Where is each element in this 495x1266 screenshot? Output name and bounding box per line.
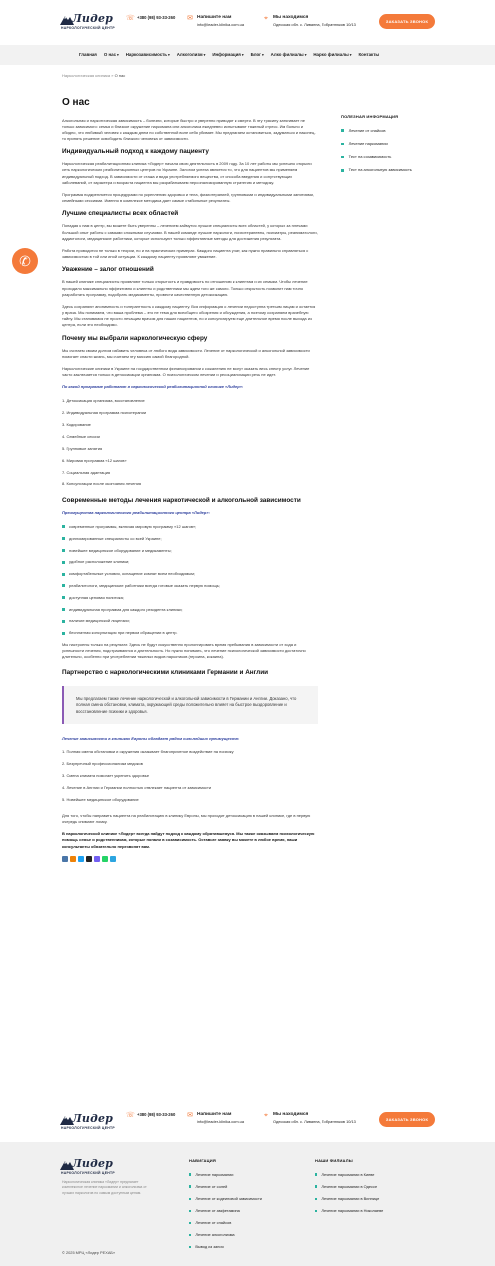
header-location [262, 15, 356, 28]
floating-call-button[interactable] [12, 248, 38, 274]
footer-description: Наркологическая клиника «Лидер» предлагает комплексное лечение наркомании и алкоголизма от лучших наркологов по самым доступным ценам. [62, 1180, 147, 1195]
list-item: 5. Групповые занятия [62, 445, 103, 451]
sidebar-item[interactable] [341, 167, 441, 173]
paragraph: Программа подкрепляется процедурами по укреплению здоровья и тела, физиотерапией, групповыми и индивидуальными занятиями, семейными сессиями. Именно в комплексе методика дает самые стабильные результаты. [62, 192, 314, 204]
list-item-text: новейшее медицинское оборудование и медикаменты; [69, 547, 172, 553]
order-call-button[interactable]: ЗАКАЗАТЬ ЗВОНОК [379, 1112, 435, 1127]
paragraph: Попадая к нам в центр, вы можете быть уверенны – лечением займутся лучшие специалисты всех областей, у которых за плечами большой опыт работы с самыми сложными случаями. В нашей команде лучшие наркологи, психотерапевты, психиатры, реаниматологи, аддиктологи, медицинские работники, которые используют только эффективные методы для достижения результата. [62, 223, 318, 241]
email-link[interactable]: info@leader-klinika.com.ua [197, 21, 244, 27]
list-item: 1. Детоксикация организма, восстановление [62, 398, 145, 404]
bullet-square-icon [315, 1198, 317, 1200]
list-item-text: современные программы, включая мировую программу «12 шагов»; [69, 524, 197, 529]
share-button-icon[interactable] [78, 856, 84, 862]
list-item [62, 618, 318, 624]
sidebar-item[interactable] [341, 128, 441, 134]
list-item [62, 607, 318, 613]
sidebar-item-label: Тест на алкогольную зависимость [348, 167, 412, 173]
paragraph: Работа проводится не только в теории, но и на практических примерах. Каждого пациента учат, как нужно правильно справляться с зависимостью в той или иной ситуации. К каждому пациенту проявляют уважение. [62, 247, 309, 260]
nav-item-label: Нарко филиалы [313, 51, 349, 57]
footer-nav-label: Лечение от кодеиновой зависимости [195, 1195, 262, 1201]
nav-item-7[interactable] [313, 52, 351, 58]
sidebar-item[interactable] [341, 154, 441, 160]
list-item-text: реабилитологи, медицинские работники всегда готовые оказать первую помощь; [69, 582, 220, 588]
list-item: 3. Кодирование [62, 421, 91, 427]
bullet-square-icon [62, 632, 65, 635]
breadcrumb-current: О нас [114, 73, 126, 78]
footer-branch-label: Лечение наркомании в Одессе [321, 1183, 378, 1189]
footer-branch-link[interactable] [315, 1172, 383, 1178]
paragraph: Мы считаем своим долгом избавить человека от любого вида зависимости. Лечение от наркологической и алкогольной зависимости помогает спасти жизнь, мы считаем эту миссию самой благородной. [62, 347, 310, 359]
list-item [62, 595, 318, 601]
footer-nav [189, 1158, 262, 1256]
location-label: Мы находимся [273, 1112, 309, 1117]
share-button-icon[interactable] [86, 856, 92, 862]
list-item-text: бесплатная консультация при первом обращении в центр. [69, 630, 178, 636]
chevron-down-icon: ▾ [241, 52, 244, 57]
intro-paragraph: Алкогольная и наркотическая зависимость – болезни, которые быстро и уверенно приводят к смерти. В эту трясину затягивает не только зависимого: семья и близкое окружение наркомана или алкоголика ежедневно испытывают тяжелый стресс. Им больно и обидно, что любимый человек с каждым днем по собственной воле себя убивает. Мы предлагаем остановиться, задуматься и наконец-то принять решение освободить близкого человека от зависимости. [62, 117, 316, 142]
bullet-square-icon [189, 1185, 191, 1187]
breadcrumb-home[interactable]: Наркологическая клиника [62, 73, 111, 78]
list-item: 5. Новейшее медицинское оборудование [62, 797, 139, 803]
heading-specialists: Лучшие специалисты всех областей [62, 210, 179, 218]
list-item [62, 559, 318, 565]
share-button-icon[interactable] [70, 856, 76, 862]
bullet-square-icon [341, 129, 344, 132]
footer-nav-link[interactable] [189, 1208, 262, 1214]
footer-nav-link[interactable] [189, 1196, 262, 1202]
list-item: 4. Семейные сессии [62, 433, 100, 439]
share-button-icon[interactable] [94, 856, 100, 862]
location-pin-icon: ⌖ [264, 1112, 268, 1119]
logo-subtitle: НАРКОЛОГИЧЕСКИЙ ЦЕНТР [61, 26, 115, 30]
footer-branches [315, 1158, 383, 1220]
bullet-square-icon [62, 525, 65, 528]
nav-item-1[interactable] [104, 52, 119, 58]
footer-nav-label: Лечение алкоголизма [195, 1232, 235, 1238]
nav-item-3[interactable] [177, 52, 206, 58]
chevron-down-icon: ▾ [117, 52, 119, 57]
email-icon: ✉ [187, 15, 193, 22]
share-button-icon[interactable] [102, 856, 108, 862]
list-item: 4. Лечение в Англии и Германии полностью отвлекает пациента от зависимости [62, 785, 212, 791]
heading-methods: Современные методы лечения наркотической и алкогольной зависимости [62, 497, 301, 505]
phone-icon: ☏ [126, 1112, 135, 1119]
footer-branch-link[interactable] [315, 1208, 383, 1214]
list-item [62, 583, 318, 589]
nav-item-8[interactable] [358, 52, 379, 58]
nav-item-label: Блог [250, 51, 261, 57]
footer [0, 1142, 495, 1266]
sidebar-item-label: Тест на созависимость [348, 154, 392, 160]
share-button-icon[interactable] [62, 856, 68, 862]
nav-item-0[interactable] [79, 52, 97, 58]
advantages-title: Преимущества наркологического реабилитационного центра «Лидер»: [62, 510, 210, 516]
nav-item-label: Информация [212, 51, 241, 57]
chevron-down-icon: ▾ [261, 52, 264, 57]
bullet-square-icon [189, 1210, 191, 1212]
footer-nav-link[interactable] [189, 1220, 262, 1226]
bullet-square-icon [62, 608, 65, 611]
footer-logo[interactable] [60, 1111, 120, 1133]
footer-nav-label: Вывод из запоя [195, 1244, 224, 1250]
list-item: 1. Полная смена обстановки и окружения оказывает благоприятное воздействие на психику [62, 749, 234, 755]
bullet-square-icon [62, 620, 65, 623]
bullet-square-icon [189, 1222, 191, 1224]
logo[interactable] [60, 11, 120, 33]
footer-branch-label: Лечение наркомании в Киеве [321, 1171, 375, 1177]
logo-subtitle: НАРКОЛОГИЧЕСКИЙ ЦЕНТР [61, 1171, 115, 1175]
bullet-square-icon [62, 584, 65, 587]
bullet-square-icon [62, 573, 65, 576]
paragraph: Мы настроены только на результат. Здесь не будут искусственно пролонгировать время пребывания в зависимости от хода и успешности лечения, подстраиваются и длительность. Но нужно понимать, что лечение психологической зависимости достаточно длительно, особенно при употреблении тяжелых видов наркотиков (героина, кокаина). [62, 641, 306, 660]
bullet-square-icon [62, 537, 65, 540]
main-nav [0, 45, 495, 65]
bullet-square-icon [189, 1198, 191, 1200]
list-item: 2. Индивидуальная программа психотерапии [62, 410, 147, 416]
logo-text: Лидер [72, 1112, 114, 1125]
bullet-square-icon [62, 596, 65, 599]
location-label: Мы находимся [273, 15, 309, 20]
bullet-square-icon [189, 1246, 191, 1248]
europe-title: Лечение зависимости в клиниках Европы обладает рядом сильнейших преимуществ: [62, 735, 240, 741]
header-email[interactable] [186, 15, 244, 28]
footer-branch-link[interactable] [315, 1196, 383, 1202]
quote-text: Мы предлагаем также лечение наркологической и алкогольной зависимости в Германии и Англии. Доказано, что полная смена обстановки, климата, окружающей среды положительно влияет на быстрое выздоровление и восстановление психики и здоровья. [76, 695, 297, 714]
article [62, 96, 318, 862]
footer-branches-title: НАШИ ФИЛИАЛЫ [315, 1158, 353, 1163]
final-paragraph: В наркологической клинике «Лидер» всегда найдут подход к каждому обратившемуся. Мы также оказываем психологическую помощь семье и родственникам, которые попали в созависимость. Оставьте заявку вы можете в любое время, наши консультанты обязательно перезвонят вам. [62, 831, 315, 849]
bullet-square-icon [315, 1210, 317, 1212]
footer-nav-label: Лечение от солей [195, 1183, 228, 1189]
phone-number[interactable]: +380 (98) 93-33-260 [137, 1112, 176, 1117]
bullet-square-icon [189, 1173, 191, 1175]
chevron-down-icon: ▾ [349, 52, 352, 57]
paragraph: Здесь сохраняют анонимность и толерантность к каждому пациенту. Вся информация о лечении недоступна третьим лицам и остается у врача. Мы понимаем, что ваша проблема – это не тема для всеобщего обозрения и обсуждения, а поэтому сохраняем врачебную тайну. Мы становимся не просто лечащим врачом для наших пациентов, но и консультируем еще длительное время после выхода из центра, если это необходимо. [62, 303, 316, 328]
program-list [62, 398, 318, 487]
list-item: 8. Консультации после окончания лечения [62, 481, 141, 487]
logo-text: Лидер [72, 12, 114, 25]
footer-header [0, 1104, 495, 1142]
address-text: Одесская обл. с. Ливанна, Гобратнюков 10/13 [273, 21, 356, 27]
list-item [62, 548, 318, 554]
paragraph: Наркологические клиники в Украине на государственном финансировании к сожалению не могут оказать весь спектр услуг. Лечение часто заключается только в детоксикации организма. О психологическом лечении и ресоциализации речь не идет. [62, 366, 310, 378]
list-item-text: комфортабельные условия, оснащение комнат всем необходимым; [69, 571, 196, 577]
bullet-square-icon [62, 561, 65, 564]
header-phone[interactable] [126, 15, 175, 23]
bullet-square-icon [189, 1234, 191, 1236]
list-item [62, 536, 318, 542]
bullet-square-icon [341, 143, 344, 146]
page-title: О нас [62, 97, 90, 108]
phone-icon: ✆ [19, 252, 31, 269]
bullet-square-icon [62, 549, 65, 552]
nav-item-label: Контакты [358, 51, 380, 57]
sidebar [341, 114, 441, 181]
list-item: 6. Мировая программа «12 шагов» [62, 457, 127, 463]
share-buttons [62, 856, 318, 862]
footer-branch-label: Лечение наркомании в Виннице [321, 1195, 380, 1201]
breadcrumb-separator: » [111, 73, 114, 78]
heading-partners: Партнерство с наркологическими клиниками Германии и Англии [62, 668, 269, 676]
nav-item-label: Главная [79, 51, 97, 57]
email-icon: ✉ [187, 1112, 193, 1119]
bullet-square-icon [341, 156, 344, 159]
europe-list [62, 749, 318, 802]
breadcrumb [62, 73, 125, 79]
nav-item-label: Алкоголизм [176, 51, 203, 57]
heading-individual: Индивидуальный подход к каждому пациенту [62, 148, 209, 156]
paragraph: Наркологическая реабилитационная клиника «Лидер» начала свою деятельность в 2009 году. За 10 лет работы мы успешно открыли сеть наркологических реабилитационных центров по Украине. Залогом успеха является то, что для пациентов мы применяем индивидуальный подход. В зависимости от стажа и вида употребляемого вещества, от способа введения и сопутствующих заболеваний, от характера и возраста пациента мы разрабатываем персонализированную стратегию и методику. [62, 161, 312, 185]
advantages-list [62, 524, 318, 636]
write-label: Напишите нам [197, 1112, 232, 1117]
address-text: Одесская обл. с. Ливанна, Гобратнюков 10/13 [273, 1118, 356, 1124]
footer-location [262, 1112, 356, 1125]
chevron-down-icon: ▾ [168, 52, 170, 57]
program-title: По какой программе работают в наркологической реабилитационной клинике «Лидер»: [62, 384, 244, 390]
footer-nav-label: Лечение от амфетамина [195, 1207, 240, 1213]
footer-branch-label: Лечение наркомании в Николаеве [321, 1207, 384, 1213]
sidebar-item-label: Лечение от спайсов [348, 127, 386, 133]
list-item-text: наличие медицинской лицензии; [69, 618, 130, 624]
quote-block [62, 686, 318, 724]
sidebar-item[interactable] [341, 141, 441, 147]
email-link[interactable]: info@leader-klinika.com.ua [197, 1118, 244, 1124]
list-item [62, 630, 318, 636]
footer-email[interactable] [186, 1112, 244, 1125]
copyright: © 2025 МРЦ «Лидер РЕХАБ» [62, 1250, 116, 1255]
location-pin-icon: ⌖ [264, 15, 268, 22]
phone-icon: ☏ [126, 15, 135, 22]
paragraph: В нашей клинике специалисты проявляют только открытость и правдивость по отношению к клиентам и их семьям. Чтобы лечение проходило максимально эффективно и клиенты и родственники мы ждем того же самого. Только открытость позволит нам точно разработать программу, подобрать медикаменты, провести качественную детоксикацию. [62, 279, 308, 297]
list-item [62, 571, 318, 577]
site-header [0, 0, 495, 45]
footer-nav-label: Лечение от спайсов [195, 1219, 232, 1225]
list-item-text: доступная ценовая политика; [69, 594, 124, 600]
chevron-down-icon: ▾ [203, 52, 206, 57]
footer-nav-label: Лечение наркомании [195, 1171, 234, 1177]
footer-phone[interactable] [126, 1112, 175, 1120]
nav-item-6[interactable] [271, 52, 307, 58]
heading-why: Почему мы выбрали наркологическую сферу [62, 334, 208, 342]
list-item-text: индивидуальная программа для каждого резидента клиники; [69, 606, 183, 612]
list-item: 3. Смена климата помогает укрепить здоровье [62, 773, 150, 779]
write-label: Напишите нам [197, 15, 232, 20]
logo-subtitle: НАРКОЛОГИЧЕСКИЙ ЦЕНТР [61, 1126, 115, 1130]
list-item-text: удобное расположение клиники; [69, 559, 130, 565]
nav-item-label: Наркозависимость [125, 51, 168, 57]
footer-nav-link[interactable] [189, 1244, 262, 1250]
list-item-text: дипломированные специалисты со всей Украине; [69, 535, 162, 541]
bullet-square-icon [341, 169, 344, 172]
footer-nav-link[interactable] [189, 1184, 262, 1190]
chevron-down-icon: ▾ [304, 52, 307, 57]
nav-item-2[interactable] [126, 52, 170, 58]
list-item [62, 524, 318, 530]
list-item: 2. Безупречный профессионализм медиков [62, 761, 143, 767]
footer-branch-link[interactable] [315, 1184, 383, 1190]
bullet-square-icon [315, 1185, 317, 1187]
footer-nav-link[interactable] [189, 1172, 262, 1178]
nav-item-label: О нас [103, 51, 117, 57]
phone-number[interactable]: +380 (98) 93-33-260 [137, 15, 176, 20]
footer-nav-link[interactable] [189, 1232, 262, 1238]
order-call-button[interactable]: ЗАКАЗАТЬ ЗВОНОК [379, 14, 435, 29]
nav-item-label: Алко филиалы [270, 51, 304, 57]
share-button-icon[interactable] [110, 856, 116, 862]
sidebar-title: ПОЛЕЗНАЯ ИНФОРМАЦИЯ [341, 114, 399, 119]
list-item: 7. Социальная адаптация [62, 469, 111, 475]
bullet-square-icon [315, 1173, 317, 1175]
footer-nav-title: НАВИГАЦИЯ [189, 1158, 216, 1163]
sidebar-item-label: Лечение наркомании [348, 140, 388, 146]
logo-text: Лидер [72, 1157, 114, 1170]
paragraph: Для того, чтобы направить пациента на реабилитацию в клинику Европы, мы проходит детоксикацию в нашей клинике, где в первую очередь снимают ломку. [62, 812, 311, 825]
heading-respect: Уважение – залог отношений [62, 266, 154, 274]
footer-brand-logo[interactable] [60, 1156, 120, 1178]
nav-item-5[interactable] [251, 52, 264, 58]
nav-item-4[interactable] [212, 52, 243, 58]
